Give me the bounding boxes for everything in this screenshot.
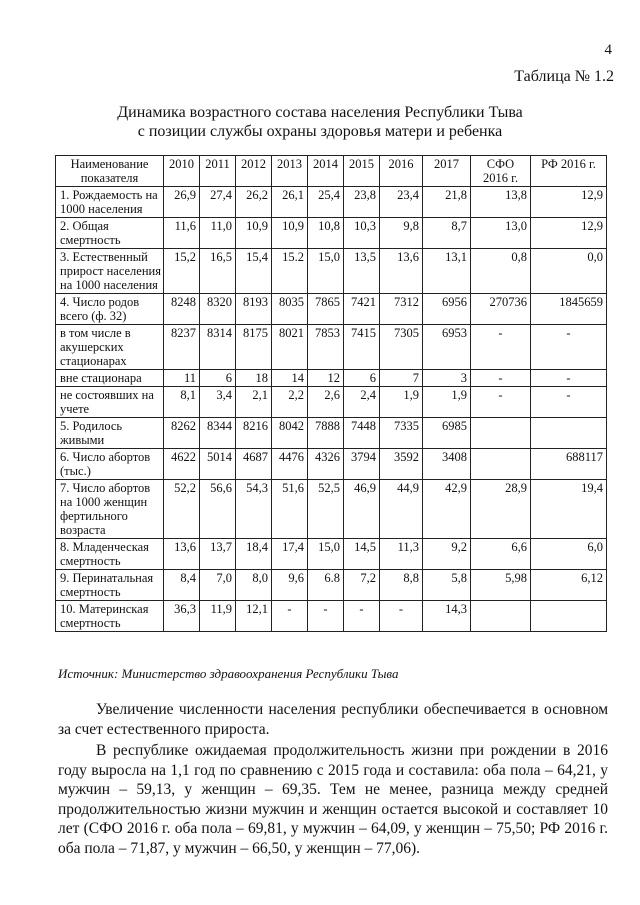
table-cell: 11,0 xyxy=(200,218,236,249)
table-cell: 44,9 xyxy=(380,480,423,539)
table-cell: 7 xyxy=(380,370,423,387)
table-cell: 14 xyxy=(272,370,308,387)
table-cell: 2,6 xyxy=(308,387,344,418)
table-cell: 23,8 xyxy=(344,187,380,218)
table-row xyxy=(56,294,607,325)
table-cell: 270736 xyxy=(471,294,531,325)
table-row xyxy=(56,387,607,418)
row-label: в том числе в акушерских стационарах xyxy=(56,325,164,370)
table-cell: 17,4 xyxy=(272,539,308,570)
table-cell: 12 xyxy=(308,370,344,387)
table-cell: 6,6 xyxy=(471,539,531,570)
table-body xyxy=(56,187,607,632)
table-cell: 56,6 xyxy=(200,480,236,539)
row-label: 10. Материнская смертность xyxy=(56,601,164,632)
column-header: 2014 xyxy=(308,156,344,187)
table-cell: 13,1 xyxy=(423,249,471,294)
table-cell: 8344 xyxy=(200,418,236,449)
table-cell: 10,9 xyxy=(236,218,272,249)
table-cell: 4687 xyxy=(236,449,272,480)
table-cell: 688117 xyxy=(531,449,607,480)
table-cell: 11 xyxy=(164,370,200,387)
table-cell: 28,9 xyxy=(471,480,531,539)
table-cell: 3794 xyxy=(344,449,380,480)
table-cell: 13,8 xyxy=(471,187,531,218)
row-label: не состоявших на учете xyxy=(56,387,164,418)
table-cell: 54,3 xyxy=(236,480,272,539)
table-cell: 15,0 xyxy=(308,249,344,294)
table-cell: 8,0 xyxy=(236,570,272,601)
table-row xyxy=(56,449,607,480)
table-cell: 6,0 xyxy=(531,539,607,570)
table-cell: 8248 xyxy=(164,294,200,325)
table-cell: 9,2 xyxy=(423,539,471,570)
table-cell: 3 xyxy=(423,370,471,387)
table-cell: - xyxy=(471,325,531,370)
table-cell: 18,4 xyxy=(236,539,272,570)
table-row xyxy=(56,570,607,601)
table-cell: 15.2 xyxy=(272,249,308,294)
table-cell: 4476 xyxy=(272,449,308,480)
column-header: 2013 xyxy=(272,156,308,187)
table-cell: 6 xyxy=(200,370,236,387)
table-cell: 1,9 xyxy=(380,387,423,418)
column-header: 2016 xyxy=(380,156,423,187)
table-cell: - xyxy=(531,325,607,370)
table-cell: - xyxy=(272,601,308,632)
table-cell xyxy=(471,601,531,632)
paragraph-1: Увеличение численности населения республики обеспечивается в основном за счет естественного прироста. xyxy=(58,701,608,738)
table-title xyxy=(0,103,640,141)
table-cell: 11,3 xyxy=(380,539,423,570)
table-row xyxy=(56,370,607,387)
data-table xyxy=(55,155,607,632)
table-cell: 8193 xyxy=(236,294,272,325)
table-cell: 51,6 xyxy=(272,480,308,539)
table-cell: 15,2 xyxy=(164,249,200,294)
table-row xyxy=(56,480,607,539)
table-cell: 10,9 xyxy=(272,218,308,249)
table-cell: 36,3 xyxy=(164,601,200,632)
table-cell: 52,5 xyxy=(308,480,344,539)
table-cell: 10,8 xyxy=(308,218,344,249)
table-cell: 8320 xyxy=(200,294,236,325)
table-cell: 46,9 xyxy=(344,480,380,539)
table-cell: 13,6 xyxy=(164,539,200,570)
table-cell: 8262 xyxy=(164,418,200,449)
table-cell: 13,0 xyxy=(471,218,531,249)
table-cell: 12,1 xyxy=(236,601,272,632)
table-cell xyxy=(531,601,607,632)
table-cell xyxy=(531,418,607,449)
table-cell: 15,4 xyxy=(236,249,272,294)
table-cell: 3,4 xyxy=(200,387,236,418)
table-cell: 3408 xyxy=(423,449,471,480)
table-row xyxy=(56,418,607,449)
table-cell: 8216 xyxy=(236,418,272,449)
table-cell: 26,9 xyxy=(164,187,200,218)
table-cell: - xyxy=(380,601,423,632)
row-label: 8. Младенческая смертность xyxy=(56,539,164,570)
table-cell: 6985 xyxy=(423,418,471,449)
table-cell: 27,4 xyxy=(200,187,236,218)
table-cell: 19,4 xyxy=(531,480,607,539)
table-cell: 8,8 xyxy=(380,570,423,601)
table-cell: 7421 xyxy=(344,294,380,325)
table-row xyxy=(56,249,607,294)
table-cell: - xyxy=(344,601,380,632)
table-cell: 18 xyxy=(236,370,272,387)
table-cell: 26,2 xyxy=(236,187,272,218)
table-cell: 8314 xyxy=(200,325,236,370)
table-cell: 8042 xyxy=(272,418,308,449)
row-label: 3. Естественный прирост населения на 1000 населения xyxy=(56,249,164,294)
table-cell: 0,0 xyxy=(531,249,607,294)
table-cell: 2,1 xyxy=(236,387,272,418)
table-cell: 6.8 xyxy=(308,570,344,601)
table-cell: - xyxy=(471,370,531,387)
table-cell: 9,8 xyxy=(380,218,423,249)
table-cell: 3592 xyxy=(380,449,423,480)
table-cell: 12,9 xyxy=(531,187,607,218)
table-cell: 8,4 xyxy=(164,570,200,601)
table-cell: - xyxy=(531,387,607,418)
table-cell: 14,5 xyxy=(344,539,380,570)
row-label: 1. Рождаемость на 1000 населения xyxy=(56,187,164,218)
table-cell: 52,2 xyxy=(164,480,200,539)
table-cell: 2,4 xyxy=(344,387,380,418)
table-cell: 15,0 xyxy=(308,539,344,570)
table-cell: 5,98 xyxy=(471,570,531,601)
column-header: 2012 xyxy=(236,156,272,187)
table-cell xyxy=(471,418,531,449)
table-cell: 13,6 xyxy=(380,249,423,294)
table-cell xyxy=(471,449,531,480)
table-cell: 8035 xyxy=(272,294,308,325)
table-row xyxy=(56,187,607,218)
table-cell: 8021 xyxy=(272,325,308,370)
table-cell: 1845659 xyxy=(531,294,607,325)
table-cell: 6953 xyxy=(423,325,471,370)
row-label: вне стационара xyxy=(56,370,164,387)
table-cell: 7,2 xyxy=(344,570,380,601)
table-cell: 21,8 xyxy=(423,187,471,218)
table-cell: 8,7 xyxy=(423,218,471,249)
table-cell: 13,7 xyxy=(200,539,236,570)
table-label: Таблица № 1.2 xyxy=(514,68,614,85)
table-cell: - xyxy=(471,387,531,418)
table-cell: - xyxy=(308,601,344,632)
table-cell: 2,2 xyxy=(272,387,308,418)
table-cell: 0,8 xyxy=(471,249,531,294)
table-cell: 5,8 xyxy=(423,570,471,601)
table-cell: 16,5 xyxy=(200,249,236,294)
page-number: 4 xyxy=(604,42,612,58)
table-row xyxy=(56,325,607,370)
table-row xyxy=(56,539,607,570)
table-cell: 6 xyxy=(344,370,380,387)
table-cell: 10,3 xyxy=(344,218,380,249)
row-label: 2. Общая смертность xyxy=(56,218,164,249)
table-cell: 7888 xyxy=(308,418,344,449)
table-cell: 4326 xyxy=(308,449,344,480)
row-label: 9. Перинатальная смертность xyxy=(56,570,164,601)
table-cell: 12,9 xyxy=(531,218,607,249)
column-header: СФО 2016 г. xyxy=(471,156,531,187)
table-cell: 8237 xyxy=(164,325,200,370)
table-cell: 9,6 xyxy=(272,570,308,601)
table-cell: 7305 xyxy=(380,325,423,370)
table-cell: 7853 xyxy=(308,325,344,370)
table-cell: 1,9 xyxy=(423,387,471,418)
table-cell: 7448 xyxy=(344,418,380,449)
table-cell: 8,1 xyxy=(164,387,200,418)
table-cell: 26,1 xyxy=(272,187,308,218)
column-header: 2011 xyxy=(200,156,236,187)
table-row xyxy=(56,601,607,632)
table-cell: 4622 xyxy=(164,449,200,480)
table-cell: 7865 xyxy=(308,294,344,325)
source-note: Источник: Министерство здравоохранения Республики Тыва xyxy=(58,666,399,681)
row-label: 7. Число абортов на 1000 женщин фертильного возраста xyxy=(56,480,164,539)
table-cell: 13,5 xyxy=(344,249,380,294)
table-cell: 23,4 xyxy=(380,187,423,218)
table-cell: 7415 xyxy=(344,325,380,370)
column-header: Наименование показателя xyxy=(56,156,164,187)
table-cell: 11,6 xyxy=(164,218,200,249)
table-cell: 5014 xyxy=(200,449,236,480)
column-header: РФ 2016 г. xyxy=(531,156,607,187)
row-label: 4. Число родов всего (ф. 32) xyxy=(56,294,164,325)
table-cell: 25,4 xyxy=(308,187,344,218)
table-cell: 42,9 xyxy=(423,480,471,539)
table-cell: - xyxy=(531,370,607,387)
table-cell: 6,12 xyxy=(531,570,607,601)
row-label: 5. Родилось живыми xyxy=(56,418,164,449)
row-label: 6. Число абортов (тыс.) xyxy=(56,449,164,480)
column-header: 2010 xyxy=(164,156,200,187)
column-header: 2017 xyxy=(423,156,471,187)
column-header: 2015 xyxy=(344,156,380,187)
table-title-line-2: с позиции службы охраны здоровья матери и ребенка xyxy=(137,123,503,140)
table-row xyxy=(56,218,607,249)
table-cell: 6956 xyxy=(423,294,471,325)
table-cell: 7,0 xyxy=(200,570,236,601)
table-cell: 11,9 xyxy=(200,601,236,632)
table-header-row xyxy=(56,156,607,187)
table-cell: 8175 xyxy=(236,325,272,370)
table-cell: 7335 xyxy=(380,418,423,449)
table-title-line-1: Динамика возрастного состава населения Республики Тыва xyxy=(117,104,523,121)
table-cell: 14,3 xyxy=(423,601,471,632)
paragraph-2: В республике ожидаемая продолжительность жизни при рождении в 2016 году выросла на 1,1 год по сравнению с 2015 года и составила: оба пола – 64,21, у мужчин – 59,13, у женщин – 69,35. Тем не менее, разница между средней продолжительностью жизни мужчин и женщин остается высокой и составляет 10 лет (СФО 2016 г. оба пола – 69,81, у мужчин – 64,09, у женщин – 75,50; РФ 2016 г. оба пола – 71,87, у мужчин – 66,50, у женщин – 77,06). xyxy=(58,742,608,857)
table-cell: 7312 xyxy=(380,294,423,325)
